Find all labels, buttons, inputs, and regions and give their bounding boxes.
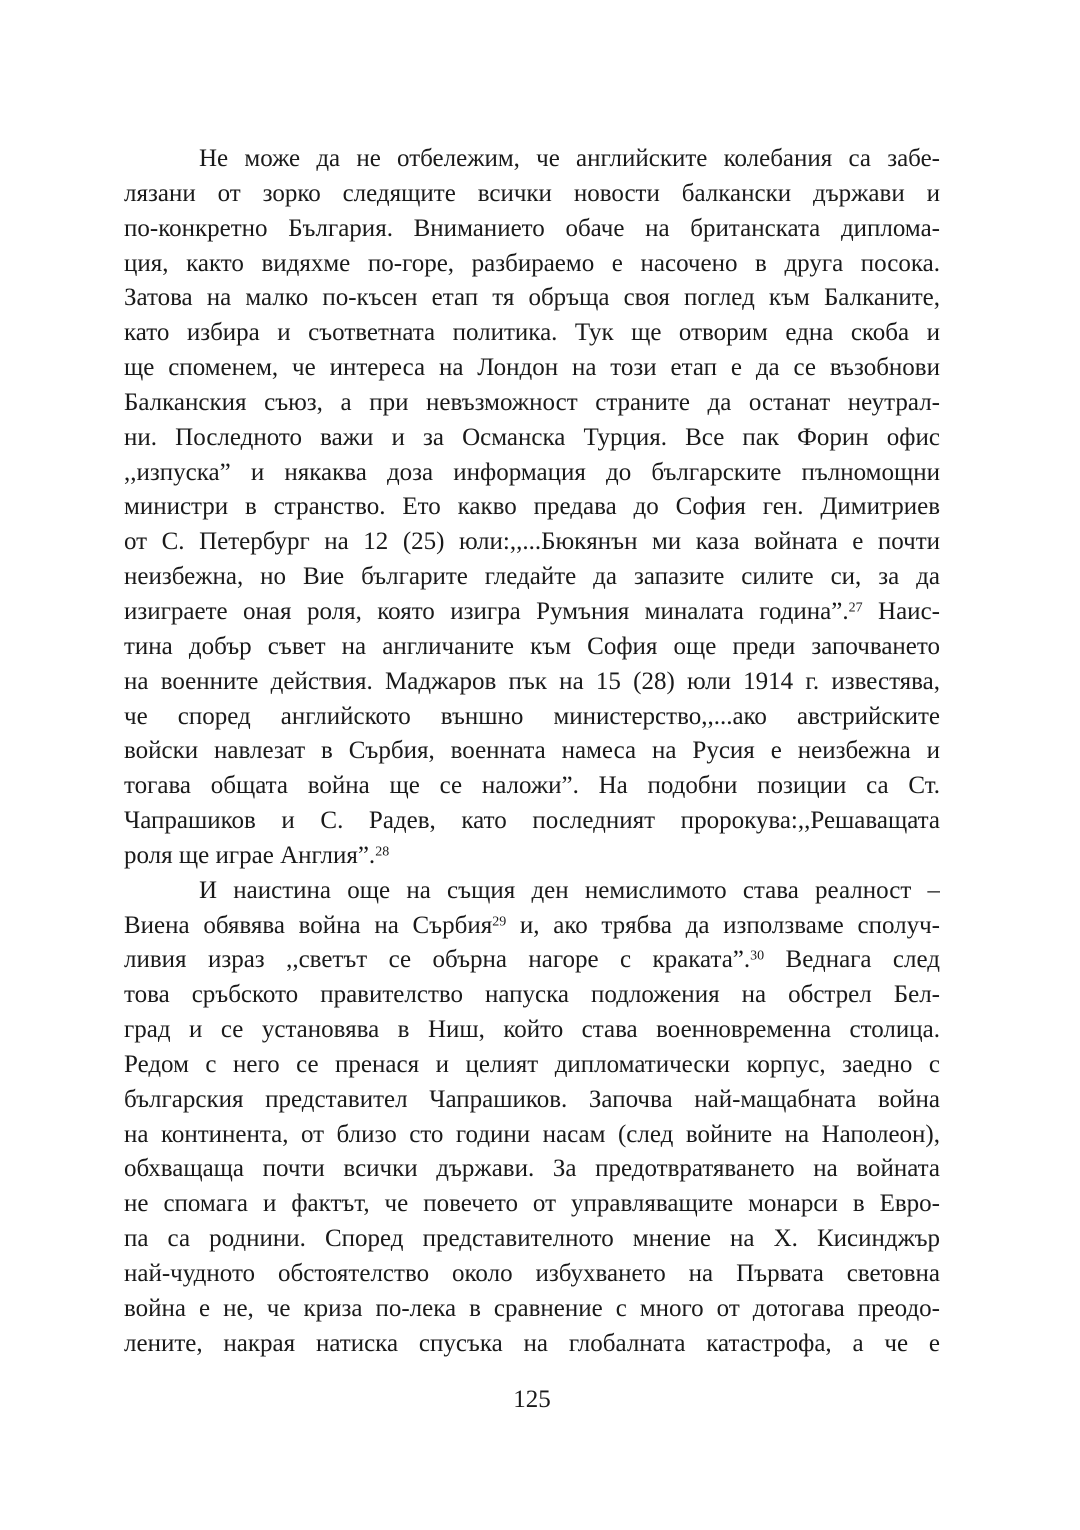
text-line: И наистина още на същия ден немислимото става реалност – <box>199 876 940 904</box>
text-line: на континента, от близо сто години насам (след войните на Наполеон), <box>124 1120 940 1148</box>
text-line: не спомага и фактът, че повечето от управляващите монарси в Евро- <box>124 1190 940 1218</box>
text-line: Затова на малко по-късен етап тя обръща своя поглед към Балканите, <box>124 284 940 312</box>
text-segment: роля ще играе Англия”. <box>124 841 376 869</box>
text-segment: и, ако трябва да използваме сполуч- <box>506 911 940 939</box>
footnote-ref: 27 <box>848 600 863 616</box>
text-line: обхващаща почти всички държави. За предотвратяването на войната <box>124 1155 940 1183</box>
page-body <box>124 142 940 1362</box>
text-segment: изиграете оная роля, която изигра Румъния миналата година”. <box>124 597 849 625</box>
text-line: неизбежна, но Вие българите гледайте да запазите силите си, за да <box>124 563 940 591</box>
text-line: па са роднини. Според представителното мнение на Х. Кисинджър <box>124 1225 940 1253</box>
text-line: град и се установява в Ниш, който става военновременна столица. <box>124 1016 940 1044</box>
text-segment: Виена обявява война на Сърбия <box>124 911 493 939</box>
footnote-ref: 28 <box>375 844 390 860</box>
text-line <box>124 839 940 874</box>
text-line: от С. Петербург на 12 (25) юли:,,...Бюкянън ми каза войната е почти <box>124 528 940 556</box>
text-line <box>124 595 940 630</box>
text-line: тогава общата война ще се наложи”. На подобни позиции са Ст. <box>124 772 940 800</box>
text-line: министри в странство. Ето какво предава до София ген. Димитриев <box>124 493 940 521</box>
text-line: това сръбското правителство напуска подложения на обстрел Бел- <box>124 981 940 1009</box>
text-line: Балканския съюз, а при невъзможност страните да останат неутрал- <box>124 388 940 416</box>
text-line: тина добър съвет на англичаните към София още преди започването <box>124 632 940 660</box>
text-segment: Наис- <box>862 597 940 625</box>
paragraph <box>124 142 940 874</box>
text-line: Чапрашиков и С. Радев, като последният пророкува:,,Решаващата <box>124 807 940 835</box>
text-line: война е не, че криза по-лека в сравнение с много от дотогава преодо- <box>124 1294 940 1322</box>
text-segment: Веднага след <box>764 946 940 974</box>
text-line <box>124 909 940 944</box>
text-line: ще споменем, че интереса на Лондон на този етап е да се възобнови <box>124 354 940 382</box>
text-line: ни. Последното важи и за Османска Турция. Все пак Форин офис <box>124 423 940 451</box>
text-line: ция, както видяхме по-горе, разбираемо е насочено в друга посока. <box>124 249 940 277</box>
text-line: войски навлезат в Сърбия, военната намеса на Русия е неизбежна и <box>124 737 940 765</box>
text-line: най-чудното обстоятелство около избухването на Първата световна <box>124 1260 940 1287</box>
text-line: Не може да не отбележим, че английските колебания са забе- <box>199 145 940 172</box>
text-line: лязани от зорко следящите всички новости балкански държави и <box>124 179 940 207</box>
footnote-ref: 30 <box>750 948 765 964</box>
footnote-ref: 29 <box>492 913 507 929</box>
text-line: ,,изпуска” и някаква доза информация до българските пълномощни <box>124 458 940 486</box>
text-line: българския представител Чапрашиков. Започва най-мащабната война <box>124 1085 940 1113</box>
text-line: Редом с него се пренася и целият дипломатически корпус, заедно с <box>124 1050 940 1078</box>
page-number: 125 <box>513 1386 551 1413</box>
text-line: на военните действия. Маджаров пък на 15 (28) юли 1914 г. известява, <box>124 667 940 695</box>
text-line: по-конкретно България. Вниманието обаче на британската диплома- <box>124 214 940 242</box>
text-line: лените, накрая натиска спусъка на глобалната катастрофа, а че е <box>124 1329 940 1357</box>
paragraph <box>124 874 940 1362</box>
text-line <box>124 943 940 978</box>
text-line: като избира и съответната политика. Тук ще отворим една скоба и <box>124 319 940 347</box>
text-segment: ливия израз ,,светът се обърна нагоре с краката”. <box>124 946 751 974</box>
text-line: че според английското външно министерство,,...ако австрийските <box>124 702 940 730</box>
